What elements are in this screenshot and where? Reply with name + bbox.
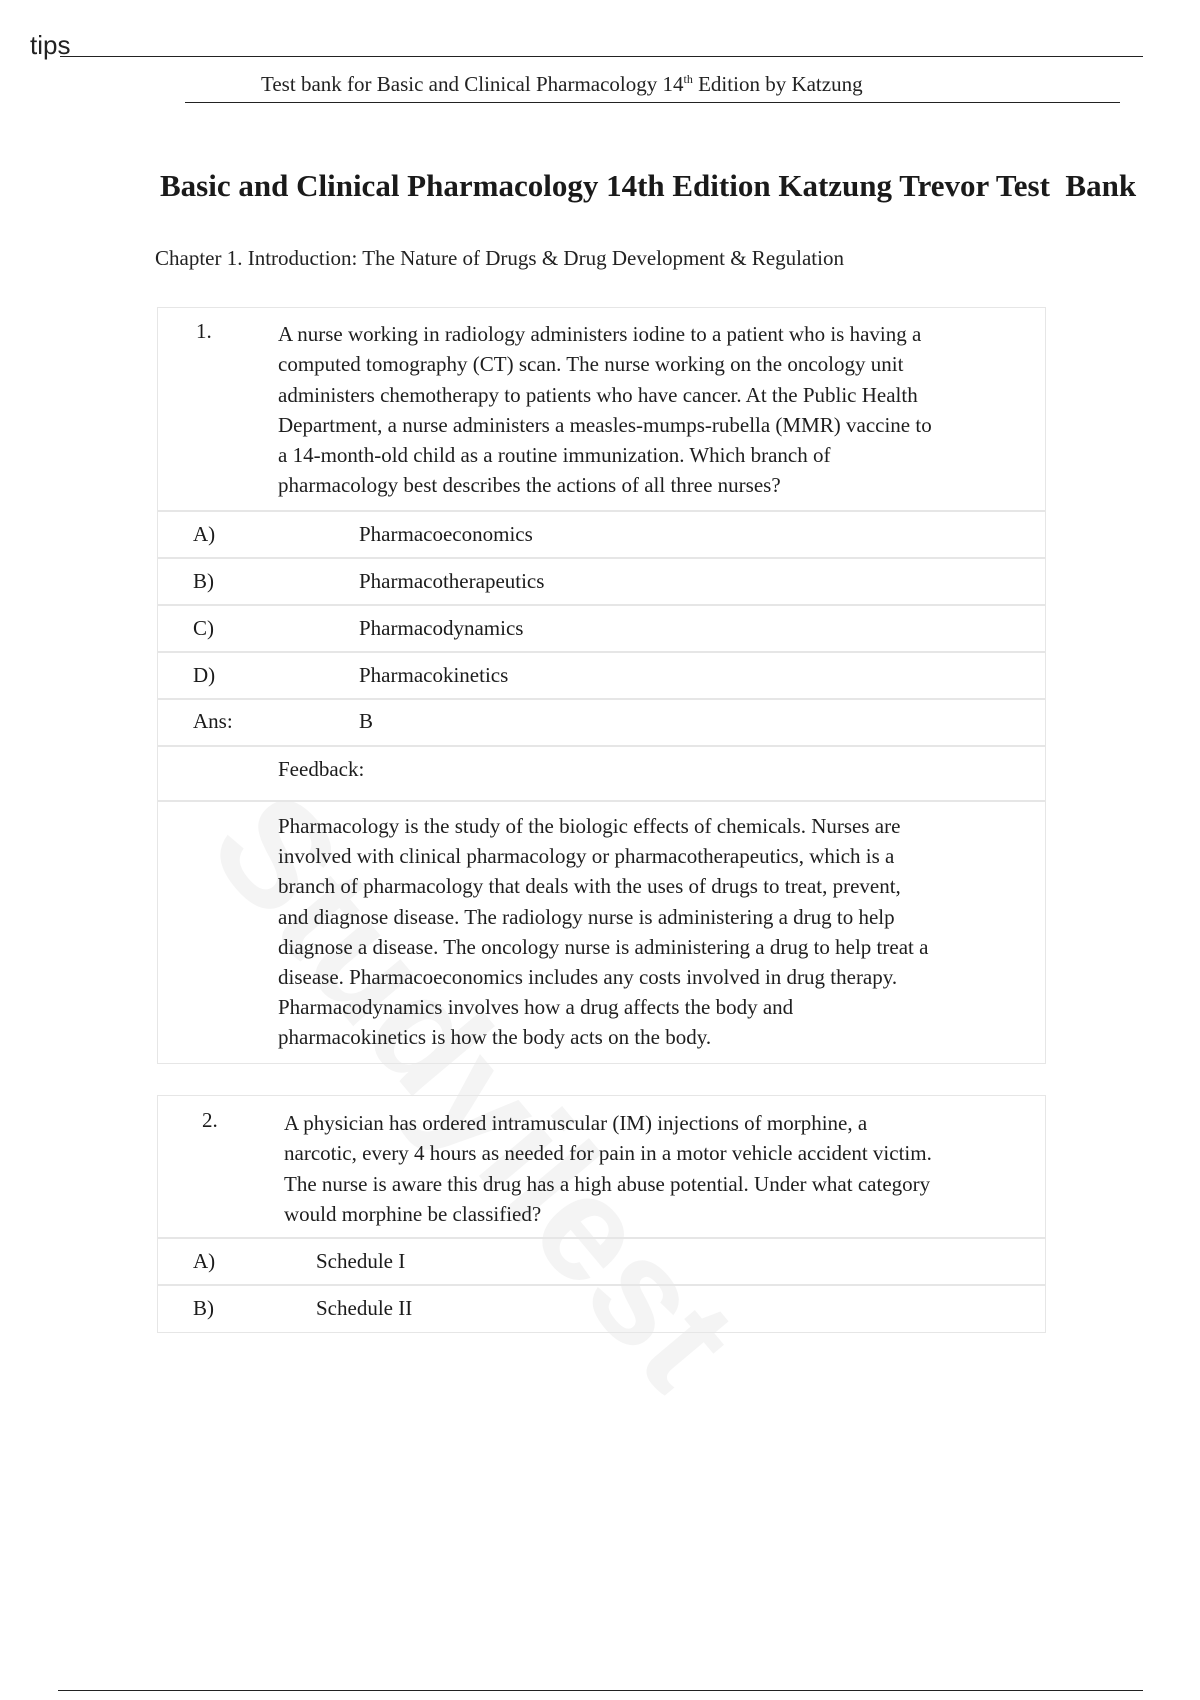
question-stem bbox=[278, 319, 1018, 501]
option-key: B) bbox=[193, 569, 214, 593]
option-text: Schedule I bbox=[316, 1249, 406, 1273]
running-header-tail: Edition by Katzung bbox=[692, 72, 863, 96]
stem-line: A nurse working in radiology administers iodine to a patient who is having a bbox=[278, 322, 922, 346]
feedback-text-row bbox=[158, 800, 1045, 1062]
site-label: tips bbox=[30, 30, 71, 60]
feedback-line: involved with clinical pharmacology or pharmacotherapeutics, which is a bbox=[278, 844, 895, 869]
option-key: D) bbox=[193, 663, 216, 687]
chapter-heading: Chapter 1. Introduction: The Nature of Drugs & Drug Development & Regulation bbox=[155, 246, 844, 270]
running-header bbox=[185, 70, 1120, 103]
option-row-b bbox=[158, 557, 1045, 604]
stem-line: Department, a nurse administers a measles-mumps-rubella (MMR) vaccine to bbox=[278, 412, 932, 437]
feedback-label: Feedback: bbox=[278, 757, 365, 781]
stem-line: computed tomography (CT) scan. The nurse working on the oncology unit bbox=[278, 352, 904, 377]
running-header-text bbox=[261, 72, 863, 97]
top-rule bbox=[60, 56, 1143, 57]
option-row-b bbox=[158, 1284, 1045, 1331]
feedback-line: pharmacokinetics is how the body acts on the body. bbox=[278, 1025, 712, 1050]
option-row-d bbox=[158, 651, 1045, 698]
stem-line: The nurse is aware this drug has a high abuse potential. Under what category bbox=[284, 1171, 931, 1196]
option-row-c bbox=[158, 604, 1045, 651]
option-key: A) bbox=[193, 522, 216, 546]
feedback-line: and diagnose disease. The radiology nurse is administering a drug to help bbox=[278, 904, 895, 929]
option-text: Pharmacokinetics bbox=[359, 663, 509, 687]
option-key: B) bbox=[193, 1296, 214, 1320]
stem-line: a 14-month-old child as a routine immunization. Which branch of bbox=[278, 443, 831, 468]
feedback-line: Pharmacology is the study of the biologic effects of chemicals. Nurses are bbox=[278, 814, 901, 838]
option-key: C) bbox=[193, 616, 214, 640]
stem-line: administers chemotherapy to patients who have cancer. At the Public Health bbox=[278, 382, 918, 407]
stem-line: narcotic, every 4 hours as needed for pain in a motor vehicle accident victim. bbox=[284, 1141, 932, 1166]
stem-line: pharmacology best describes the actions of all three nurses? bbox=[278, 473, 781, 498]
feedback-text bbox=[278, 811, 1013, 1053]
stem-line: would morphine be classified? bbox=[284, 1201, 542, 1226]
question-number: 1. bbox=[196, 319, 212, 343]
question-table-2 bbox=[157, 1095, 1046, 1333]
option-row-a bbox=[158, 510, 1045, 557]
question-stem-row bbox=[158, 1096, 1045, 1237]
question-stem bbox=[284, 1108, 1024, 1229]
answer-row bbox=[158, 698, 1045, 745]
bottom-rule bbox=[58, 1690, 1143, 1691]
feedback-line: diagnose a disease. The oncology nurse is administering a drug to help treat a bbox=[278, 934, 929, 959]
answer-label: Ans: bbox=[193, 709, 233, 733]
question-number: 2. bbox=[202, 1108, 218, 1132]
option-key: A) bbox=[193, 1249, 216, 1273]
option-text: Pharmacotherapeutics bbox=[359, 569, 545, 593]
feedback-line: disease. Pharmacoeconomics includes any costs involved in drug therapy. bbox=[278, 965, 898, 990]
running-header-superscript: th bbox=[683, 72, 693, 86]
feedback-line: branch of pharmacology that deals with the uses of drugs to treat, prevent, bbox=[278, 874, 901, 899]
option-row-a bbox=[158, 1237, 1045, 1284]
question-stem-row bbox=[158, 308, 1045, 510]
option-text: Pharmacodynamics bbox=[359, 616, 524, 640]
answer-value: B bbox=[359, 709, 374, 733]
running-header-main: Test bank for Basic and Clinical Pharmacology 14 bbox=[261, 72, 684, 96]
option-text: Pharmacoeconomics bbox=[359, 522, 533, 546]
feedback-label-row bbox=[158, 745, 1045, 800]
stem-line: A physician has ordered intramuscular (IM) injections of morphine, a bbox=[284, 1111, 868, 1135]
feedback-line: Pharmacodynamics involves how a drug affects the body and bbox=[278, 995, 794, 1020]
question-table-1 bbox=[157, 307, 1046, 1064]
document-title: Basic and Clinical Pharmacology 14th Edition Katzung Trevor Test Bank bbox=[160, 168, 1137, 203]
option-text: Schedule II bbox=[316, 1296, 413, 1320]
